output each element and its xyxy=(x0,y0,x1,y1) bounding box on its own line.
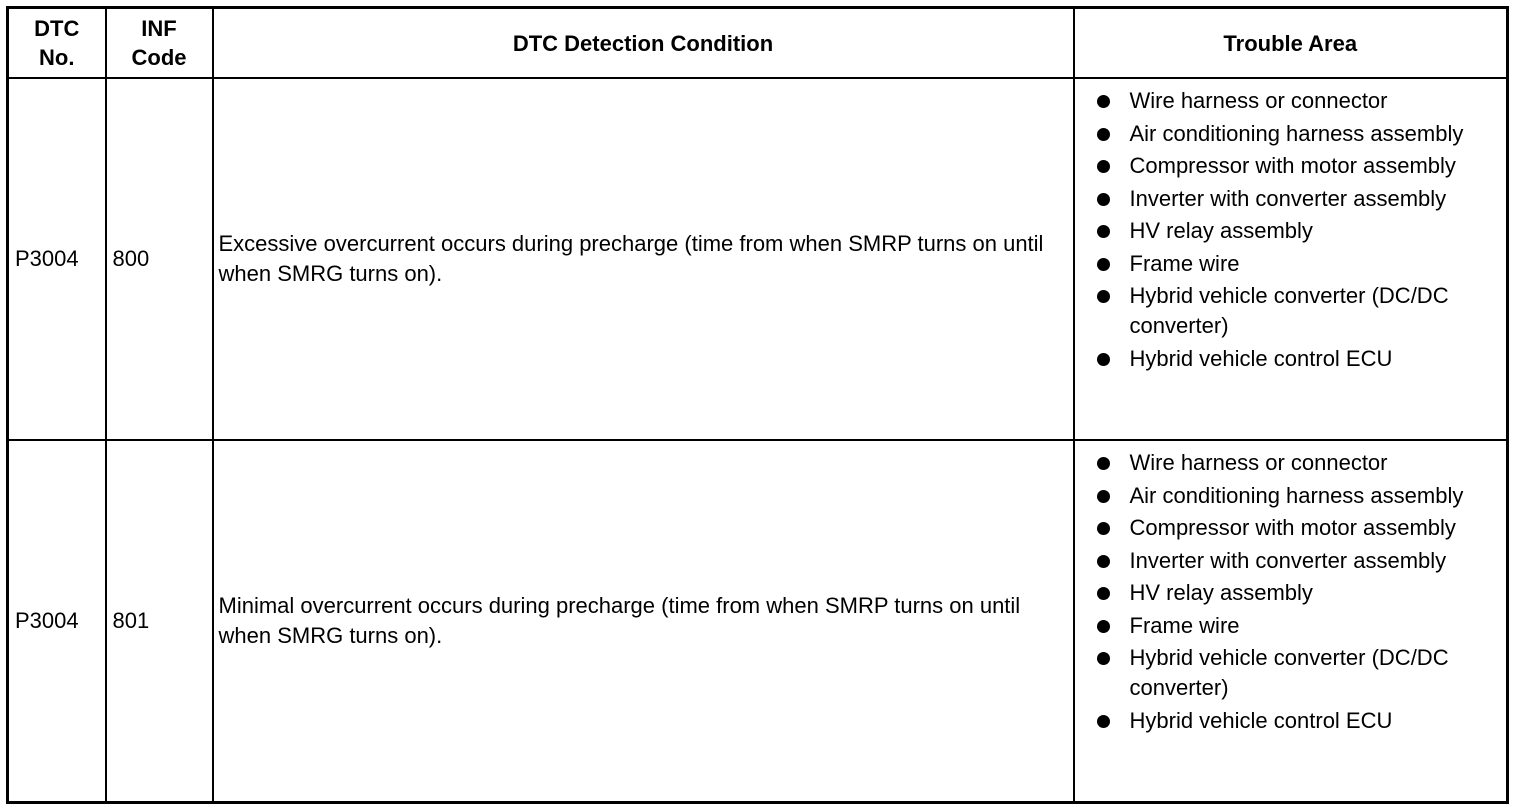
bullet-icon xyxy=(1097,160,1110,173)
list-item xyxy=(1097,344,1503,374)
bullet-icon xyxy=(1097,258,1110,271)
trouble-item-label: Wire harness or connector xyxy=(1129,88,1388,113)
bullet-icon xyxy=(1097,620,1110,633)
list-item xyxy=(1097,706,1503,736)
inf-code-cell: 800 xyxy=(106,78,213,440)
trouble-item-label: Compressor with motor assembly xyxy=(1129,515,1456,540)
table-row xyxy=(8,78,1508,440)
detection-condition-cell: Excessive overcurrent occurs during precharge (time from when SMRP turns on until when SMRG turns on). xyxy=(213,78,1074,440)
header-dtc-no-line2: No. xyxy=(39,45,75,70)
header-inf-code-line2: Code xyxy=(131,45,187,70)
trouble-area-list xyxy=(1097,86,1503,374)
trouble-item-label: Inverter with converter assembly xyxy=(1129,547,1447,573)
trouble-item-label: HV relay assembly xyxy=(1129,218,1313,243)
header-row xyxy=(8,8,1508,79)
inf-code-cell: 801 xyxy=(106,440,213,802)
dtc-table xyxy=(6,6,1509,804)
list-item xyxy=(1097,546,1503,576)
header-dtc-no xyxy=(8,8,106,79)
trouble-item-label: Compressor with motor assembly xyxy=(1129,153,1456,178)
trouble-item-label: Frame wire xyxy=(1129,250,1240,276)
trouble-item-label: HV relay assembly xyxy=(1129,580,1313,605)
trouble-area-list xyxy=(1097,448,1503,736)
bullet-icon xyxy=(1097,128,1110,141)
header-trouble-area: Trouble Area xyxy=(1074,8,1508,79)
list-item xyxy=(1097,643,1503,703)
dtc-code-cell: P3004 xyxy=(8,78,106,440)
list-item xyxy=(1097,119,1503,149)
list-item xyxy=(1097,578,1503,608)
bullet-icon xyxy=(1097,290,1110,303)
header-dtc-no-line1: DTC xyxy=(34,16,80,41)
trouble-item-label: Wire harness or connector xyxy=(1129,450,1388,475)
list-item xyxy=(1097,249,1503,279)
list-item xyxy=(1097,151,1503,181)
bullet-icon xyxy=(1097,587,1110,600)
list-item xyxy=(1097,281,1503,341)
header-inf-code-line1: INF xyxy=(141,16,177,41)
bullet-icon xyxy=(1097,457,1110,470)
trouble-item-label: Air conditioning harness assembly xyxy=(1129,120,1464,146)
bullet-icon xyxy=(1097,193,1110,206)
trouble-item-label: Hybrid vehicle control ECU xyxy=(1129,345,1393,371)
header-inf-code xyxy=(106,8,213,79)
header-detection-condition: DTC Detection Condition xyxy=(213,8,1074,79)
bullet-icon xyxy=(1097,225,1110,238)
bullet-icon xyxy=(1097,715,1110,728)
trouble-item-label: Air conditioning harness assembly xyxy=(1129,482,1464,508)
bullet-icon xyxy=(1097,652,1110,665)
table-row xyxy=(8,440,1508,802)
detection-condition-cell: Minimal overcurrent occurs during precharge (time from when SMRP turns on until when SMRG turns on). xyxy=(213,440,1074,802)
list-item xyxy=(1097,86,1503,116)
list-item xyxy=(1097,448,1503,478)
trouble-area-cell xyxy=(1074,440,1508,802)
bullet-icon xyxy=(1097,555,1110,568)
list-item xyxy=(1097,481,1503,511)
list-item xyxy=(1097,216,1503,246)
list-item xyxy=(1097,611,1503,641)
list-item xyxy=(1097,513,1503,543)
bullet-icon xyxy=(1097,522,1110,535)
bullet-icon xyxy=(1097,353,1110,366)
trouble-item-label: Frame wire xyxy=(1129,612,1240,638)
trouble-item-label: Hybrid vehicle control ECU xyxy=(1129,707,1393,733)
bullet-icon xyxy=(1097,490,1110,503)
trouble-item-label: Inverter with converter assembly xyxy=(1129,185,1447,211)
trouble-area-cell xyxy=(1074,78,1508,440)
trouble-item-label: Hybrid vehicle converter (DC/DC converter) xyxy=(1129,283,1449,338)
list-item xyxy=(1097,184,1503,214)
bullet-icon xyxy=(1097,95,1110,108)
trouble-item-label: Hybrid vehicle converter (DC/DC converter) xyxy=(1129,645,1449,700)
dtc-code-cell: P3004 xyxy=(8,440,106,802)
